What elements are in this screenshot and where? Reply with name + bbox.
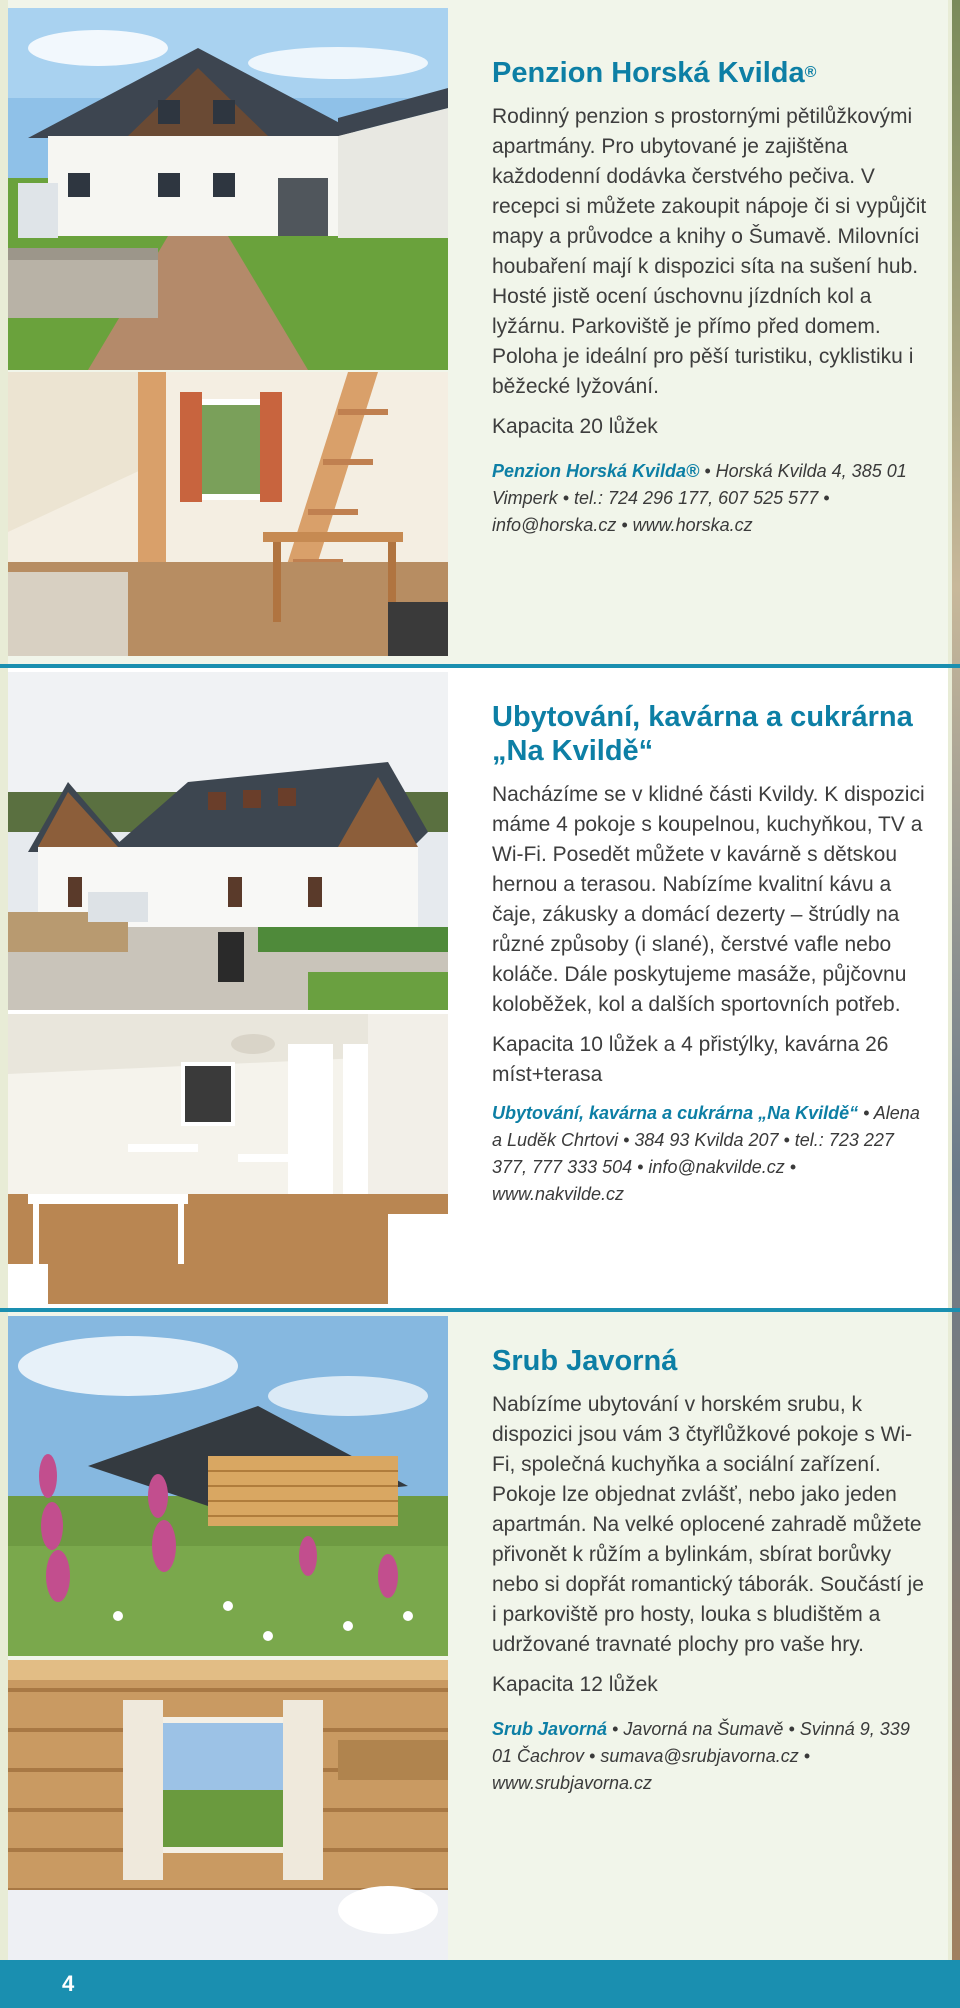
photo-na-kvilde-exterior bbox=[8, 672, 448, 1010]
contact-name: Ubytování, kavárna a cukrárna „Na Kvildě“ bbox=[492, 1103, 859, 1123]
brochure-page bbox=[8, 0, 948, 1960]
listing-title: Ubytování, kavárna a cukrárna „Na Kvildě“ bbox=[492, 701, 913, 767]
text-column bbox=[492, 56, 932, 539]
footer-bar bbox=[0, 1960, 960, 2008]
listing-description: Nacházíme se v klidné části Kvildy. K dispozici máme 4 pokoje s koupelnou, kuchyňkou, TV a Wi-Fi. Posedět můžete v kavárně s dětskou hernou a terasou. Nabízíme kvalitní kávu a čaje, zákusky a domácí dezerty – štrúdly na různé způsoby (i slané), čerstvé vafle nebo koláče. Dále poskytujeme masáže, půjčovnu koloběžek, kol a dalších sportovních potřeb. bbox=[492, 783, 925, 1016]
adjacent-page-edge bbox=[952, 0, 960, 1960]
photo-penzion-interior bbox=[8, 372, 448, 656]
section-divider bbox=[0, 1308, 960, 1312]
listing-title: Srub Javorná bbox=[492, 1345, 678, 1377]
contact-name: Penzion Horská Kvilda® bbox=[492, 461, 700, 481]
contact-details[interactable]: • Javorná na Šumavě • Svinná 9, 339 01 Čachrov • sumava@srubjavorna.cz • www.srubjavorna.cz bbox=[492, 1719, 910, 1793]
listing-contact bbox=[492, 458, 932, 539]
listing-contact bbox=[492, 1716, 932, 1797]
photo-srub-interior bbox=[8, 1660, 448, 1960]
section-divider bbox=[0, 664, 960, 668]
contact-details[interactable]: • Horská Kvilda 4, 385 01 Vimperk • tel.: 724 296 177, 607 525 577 • info@horska.cz • www.horska.cz bbox=[492, 461, 907, 535]
listing-contact bbox=[492, 1100, 932, 1208]
listing-srub-javorna bbox=[8, 1312, 948, 1960]
listing-description: Rodinný penzion s prostornými pětilůžkovými apartmány. Pro ubytované je zajištěna každodenní dodávka čerstvého pečiva. V recepci si můžete zakoupit nápoje či si vypůjčit mapy a průvodce a knihy o Šumavě. Milovníci houbaření mají k dispozici síta na sušení hub. Hosté jistě ocení úschovnu jízdních kol a lyžárnu. Parkoviště je přímo před domem. Poloha je ideální pro pěší turistiku, cyklistiku i běžecké lyžování. bbox=[492, 105, 927, 398]
contact-details[interactable]: • Alena a Luděk Chrtovi • 384 93 Kvilda 207 • tel.: 723 227 377, 777 333 504 • info@nakvilde.cz • www.nakvilde.cz bbox=[492, 1103, 920, 1204]
listing-penzion-horska-kvilda bbox=[8, 0, 948, 664]
photo-srub-exterior bbox=[8, 1316, 448, 1656]
listing-capacity: Kapacita 10 lůžek a 4 přistýlky, kavárna 26 míst+terasa bbox=[492, 1033, 889, 1086]
listing-capacity: Kapacita 12 lůžek bbox=[492, 1673, 658, 1696]
listing-title: Penzion Horská Kvilda® bbox=[492, 57, 817, 89]
listing-na-kvilde bbox=[8, 668, 948, 1308]
listing-capacity: Kapacita 20 lůžek bbox=[492, 415, 658, 438]
text-column bbox=[492, 700, 932, 1208]
listing-description: Nabízíme ubytování v horském srubu, k dispozici jsou vám 3 čtyřlůžkové pokoje s Wi-Fi, společná kuchyňka a sociální zařízení. Pokoje lze objednat zvlášť, nebo jako jeden apartmán. Na velké oplocené zahradě můžete přivonět k růžím a bylinkám, sbírat borůvky nebo si dopřát romantický táborák. Součástí je i parkoviště pro hosty, louka s bludištěm a udržované travnaté plochy pro vaše hry. bbox=[492, 1393, 924, 1656]
page-number: 4 bbox=[62, 1971, 75, 1996]
photo-penzion-exterior bbox=[8, 8, 448, 370]
photo-na-kvilde-cafe bbox=[8, 1014, 448, 1304]
contact-name: Srub Javorná bbox=[492, 1719, 608, 1739]
text-column bbox=[492, 1344, 932, 1797]
